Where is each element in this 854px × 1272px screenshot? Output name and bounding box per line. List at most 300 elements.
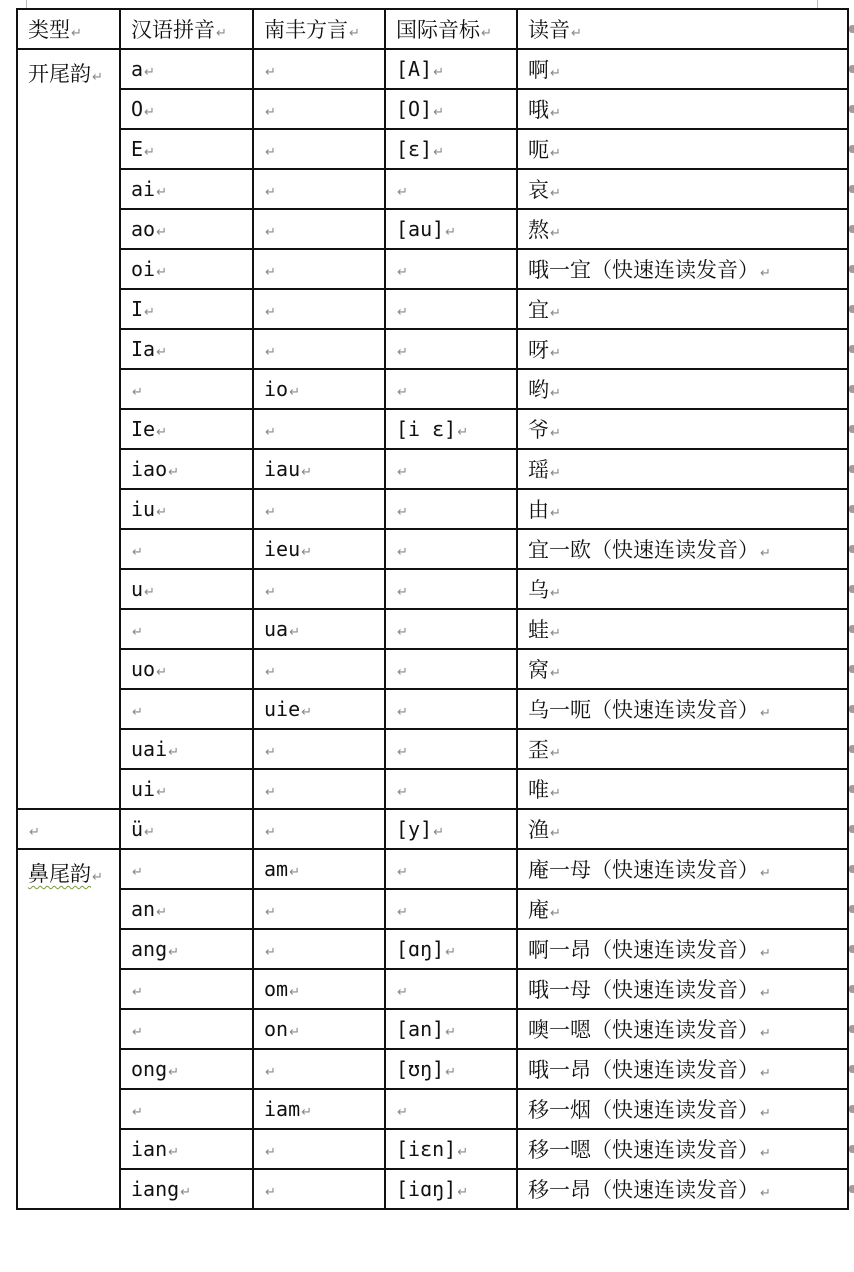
row-end-marker-icon: [849, 1185, 854, 1193]
dialect-cell[interactable]: [253, 649, 385, 689]
table-row: [17, 169, 848, 209]
row-end-marker-icon: [849, 465, 854, 473]
row-end-marker-icon: [849, 1065, 854, 1073]
paragraph-mark-icon: ↵: [265, 1065, 276, 1080]
reading-cell[interactable]: [517, 1009, 848, 1049]
row-end-marker-icon: [849, 25, 854, 33]
type-label: 开尾韵: [28, 62, 91, 86]
pinyin-cell[interactable]: [120, 89, 253, 129]
paragraph-mark-icon: ↵: [481, 26, 492, 41]
dialect-cell[interactable]: [253, 1089, 385, 1129]
pinyin-text: O: [131, 97, 144, 121]
table-row: [17, 729, 848, 769]
reading-text: 哦: [528, 98, 549, 122]
reading-cell[interactable]: [517, 169, 848, 209]
reading-text: 乌一呃（快速连读发音）: [528, 698, 759, 722]
header-label: 国际音标: [396, 18, 480, 42]
pinyin-text: oi: [131, 257, 156, 281]
ipa-cell[interactable]: [385, 249, 517, 289]
paragraph-mark-icon: ↵: [760, 266, 771, 281]
paragraph-mark-icon: ↵: [144, 585, 155, 600]
ipa-cell[interactable]: [385, 449, 517, 489]
reading-cell[interactable]: [517, 1089, 848, 1129]
reading-cell[interactable]: [517, 449, 848, 489]
pinyin-text: iu: [131, 497, 156, 521]
row-end-marker-icon: [849, 545, 854, 553]
pinyin-text: an: [131, 897, 156, 921]
reading-text: 移一昂（快速连读发音）: [528, 1178, 759, 1202]
paragraph-mark-icon: ↵: [550, 746, 561, 761]
reading-cell[interactable]: [517, 489, 848, 529]
dialect-cell[interactable]: [253, 249, 385, 289]
reading-cell[interactable]: [517, 129, 848, 169]
ipa-cell[interactable]: [385, 969, 517, 1009]
ipa-cell[interactable]: [385, 729, 517, 769]
pinyin-cell[interactable]: [120, 729, 253, 769]
row-end-marker-icon: [849, 105, 854, 113]
dialect-cell[interactable]: [253, 1169, 385, 1209]
reading-cell[interactable]: [517, 89, 848, 129]
pinyin-cell[interactable]: [120, 129, 253, 169]
pinyin-cell[interactable]: [120, 569, 253, 609]
pinyin-text: iao: [131, 457, 168, 481]
pinyin-cell[interactable]: [120, 929, 253, 969]
reading-cell[interactable]: [517, 1049, 848, 1089]
paragraph-mark-icon: ↵: [550, 106, 561, 121]
ipa-cell[interactable]: [385, 849, 517, 889]
paragraph-mark-icon: ↵: [144, 305, 155, 320]
ipa-cell[interactable]: [385, 409, 517, 449]
paragraph-mark-icon: ↵: [132, 705, 143, 720]
paragraph-mark-icon: ↵: [289, 385, 300, 400]
dialect-cell[interactable]: [253, 1049, 385, 1089]
paragraph-mark-icon: ↵: [433, 65, 445, 80]
paragraph-mark-icon: ↵: [156, 425, 167, 440]
dialect-cell[interactable]: [253, 969, 385, 1009]
reading-cell[interactable]: [517, 1169, 848, 1209]
pinyin-cell[interactable]: [120, 849, 253, 889]
paragraph-mark-icon: ↵: [760, 1146, 771, 1161]
pinyin-text: iang: [131, 1177, 180, 1201]
row-end-marker-icon: [849, 505, 854, 513]
pinyin-cell[interactable]: [120, 329, 253, 369]
dialect-cell[interactable]: [253, 1129, 385, 1169]
reading-cell[interactable]: [517, 729, 848, 769]
paragraph-mark-icon: ↵: [301, 1105, 313, 1120]
paragraph-mark-icon: ↵: [433, 145, 445, 160]
paragraph-mark-icon: ↵: [265, 825, 276, 840]
ipa-text: [iɑŋ]: [396, 1177, 457, 1201]
dialect-text: am: [264, 857, 289, 881]
paragraph-mark-icon: ↵: [397, 345, 408, 360]
pinyin-cell[interactable]: [120, 529, 253, 569]
paragraph-mark-icon: ↵: [168, 745, 180, 760]
reading-cell[interactable]: [517, 969, 848, 1009]
ipa-cell[interactable]: [385, 569, 517, 609]
ipa-text: [i ɛ]: [396, 417, 457, 441]
dialect-cell[interactable]: [253, 689, 385, 729]
reading-cell[interactable]: [517, 249, 848, 289]
paragraph-mark-icon: ↵: [433, 105, 445, 120]
ipa-cell[interactable]: [385, 809, 517, 849]
ipa-cell[interactable]: [385, 649, 517, 689]
reading-text: 哦一昂（快速连读发音）: [528, 1058, 759, 1082]
type-cell[interactable]: [17, 849, 120, 1209]
dialect-cell[interactable]: [253, 529, 385, 569]
ipa-cell[interactable]: [385, 1009, 517, 1049]
pinyin-text: ai: [131, 177, 156, 201]
reading-text: 乌: [528, 578, 549, 602]
row-end-marker-icon: [849, 985, 854, 993]
ipa-cell[interactable]: [385, 1129, 517, 1169]
row-end-marker-icon: [849, 745, 854, 753]
dialect-cell[interactable]: [253, 49, 385, 89]
type-cell[interactable]: [17, 809, 120, 849]
reading-cell[interactable]: [517, 609, 848, 649]
paragraph-mark-icon: ↵: [760, 546, 771, 561]
paragraph-mark-icon: ↵: [265, 665, 276, 680]
table-row: [17, 849, 848, 889]
paragraph-mark-icon: ↵: [168, 1145, 180, 1160]
paragraph-mark-icon: ↵: [265, 265, 276, 280]
pinyin-cell[interactable]: [120, 609, 253, 649]
pinyin-cell[interactable]: [120, 489, 253, 529]
dialect-cell[interactable]: [253, 889, 385, 929]
reading-cell[interactable]: [517, 289, 848, 329]
table-row: [17, 49, 848, 89]
dialect-cell[interactable]: [253, 609, 385, 649]
table-row: [17, 289, 848, 329]
dialect-cell[interactable]: [253, 209, 385, 249]
paragraph-mark-icon: ↵: [289, 625, 300, 640]
table-row: [17, 209, 848, 249]
dialect-cell[interactable]: [253, 89, 385, 129]
paragraph-mark-icon: ↵: [132, 985, 143, 1000]
table-row: [17, 529, 848, 569]
reading-text: 哦一宜（快速连读发音）: [528, 258, 759, 282]
pinyin-text: uai: [131, 737, 168, 761]
dialect-cell[interactable]: [253, 169, 385, 209]
dialect-cell[interactable]: [253, 849, 385, 889]
pinyin-text: I: [131, 297, 144, 321]
paragraph-mark-icon: ↵: [156, 905, 167, 920]
paragraph-mark-icon: ↵: [132, 865, 143, 880]
paragraph-mark-icon: ↵: [397, 465, 408, 480]
row-end-marker-icon: [849, 185, 854, 193]
reading-text: 唯: [528, 778, 549, 802]
paragraph-mark-icon: ↵: [445, 1065, 457, 1080]
dialect-text: ua: [264, 617, 289, 641]
paragraph-mark-icon: ↵: [216, 26, 227, 41]
reading-cell[interactable]: [517, 329, 848, 369]
paragraph-mark-icon: ↵: [397, 265, 408, 280]
reading-cell[interactable]: [517, 929, 848, 969]
paragraph-mark-icon: ↵: [156, 225, 167, 240]
table-row: [17, 929, 848, 969]
ipa-cell[interactable]: [385, 329, 517, 369]
pinyin-cell[interactable]: [120, 409, 253, 449]
reading-text: 蛙: [528, 618, 549, 642]
reading-text: 歪: [528, 738, 549, 762]
phonetics-table: [16, 8, 849, 1210]
dialect-text: iam: [264, 1097, 301, 1121]
paragraph-mark-icon: ↵: [265, 945, 276, 960]
table-row: [17, 1169, 848, 1209]
row-end-marker-icon: [849, 145, 854, 153]
table-row: [17, 449, 848, 489]
ipa-text: [ʊŋ]: [396, 1057, 445, 1081]
reading-cell[interactable]: [517, 209, 848, 249]
paragraph-mark-icon: ↵: [301, 465, 313, 480]
paragraph-mark-icon: ↵: [550, 666, 561, 681]
row-end-marker-icon: [849, 1105, 854, 1113]
reading-cell[interactable]: [517, 369, 848, 409]
ipa-cell[interactable]: [385, 929, 517, 969]
dialect-cell[interactable]: [253, 409, 385, 449]
paragraph-mark-icon: ↵: [156, 265, 167, 280]
pinyin-text: ui: [131, 777, 156, 801]
paragraph-mark-icon: ↵: [92, 70, 103, 85]
paragraph-mark-icon: ↵: [289, 865, 300, 880]
paragraph-mark-icon: ↵: [550, 346, 561, 361]
dialect-text: om: [264, 977, 289, 1001]
reading-text: 庵一母（快速连读发音）: [528, 858, 759, 882]
ipa-cell[interactable]: [385, 489, 517, 529]
pinyin-text: a: [131, 57, 144, 81]
reading-text: 呀: [528, 338, 549, 362]
pinyin-text: Ia: [131, 337, 156, 361]
table-row: [17, 1129, 848, 1169]
ipa-text: [iɛn]: [396, 1137, 457, 1161]
dialect-cell[interactable]: [253, 129, 385, 169]
reading-cell[interactable]: [517, 49, 848, 89]
table-row: [17, 129, 848, 169]
pinyin-cell[interactable]: [120, 209, 253, 249]
pinyin-text: ong: [131, 1057, 168, 1081]
paragraph-mark-icon: ↵: [397, 745, 408, 760]
paragraph-mark-icon: ↵: [550, 506, 561, 521]
reading-text: 窝: [528, 658, 549, 682]
table-row: [17, 1009, 848, 1049]
type-cell[interactable]: [17, 49, 120, 809]
reading-text: 哀: [528, 178, 549, 202]
pinyin-cell[interactable]: [120, 1089, 253, 1129]
paragraph-mark-icon: ↵: [265, 105, 276, 120]
table-row: [17, 409, 848, 449]
ipa-cell[interactable]: [385, 129, 517, 169]
paragraph-mark-icon: ↵: [550, 466, 561, 481]
reading-cell[interactable]: [517, 409, 848, 449]
pinyin-cell[interactable]: [120, 649, 253, 689]
pinyin-cell[interactable]: [120, 1049, 253, 1089]
paragraph-mark-icon: ↵: [265, 505, 276, 520]
pinyin-cell[interactable]: [120, 769, 253, 809]
pinyin-text: u: [131, 577, 144, 601]
table-row: [17, 769, 848, 809]
dialect-text: on: [264, 1017, 289, 1041]
reading-cell[interactable]: [517, 569, 848, 609]
ipa-text: [y]: [396, 817, 433, 841]
table-row: [17, 649, 848, 689]
paragraph-mark-icon: ↵: [168, 465, 180, 480]
ipa-cell[interactable]: [385, 609, 517, 649]
table-row: [17, 889, 848, 929]
reading-cell[interactable]: [517, 689, 848, 729]
paragraph-mark-icon: ↵: [144, 145, 155, 160]
paragraph-mark-icon: ↵: [760, 1026, 771, 1041]
reading-cell[interactable]: [517, 649, 848, 689]
ipa-cell[interactable]: [385, 369, 517, 409]
ipa-text: [ɛ]: [396, 137, 433, 161]
dialect-cell[interactable]: [253, 489, 385, 529]
table-body: [17, 49, 848, 1209]
dialect-text: uie: [264, 697, 301, 721]
paragraph-mark-icon: ↵: [156, 665, 167, 680]
reading-cell[interactable]: [517, 849, 848, 889]
table-row: [17, 569, 848, 609]
paragraph-mark-icon: ↵: [132, 1025, 143, 1040]
table-row: [17, 89, 848, 129]
header-label: 读音: [528, 18, 570, 42]
paragraph-mark-icon: ↵: [550, 386, 561, 401]
paragraph-mark-icon: ↵: [760, 1066, 771, 1081]
paragraph-mark-icon: ↵: [760, 946, 771, 961]
ipa-cell[interactable]: [385, 89, 517, 129]
table-row: [17, 369, 848, 409]
paragraph-mark-icon: ↵: [550, 426, 561, 441]
ipa-cell[interactable]: [385, 529, 517, 569]
row-end-marker-icon: [849, 385, 854, 393]
reading-text: 移一嗯（快速连读发音）: [528, 1138, 759, 1162]
paragraph-mark-icon: ↵: [550, 306, 561, 321]
paragraph-mark-icon: ↵: [265, 905, 276, 920]
paragraph-mark-icon: ↵: [156, 185, 167, 200]
paragraph-mark-icon: ↵: [132, 545, 143, 560]
paragraph-mark-icon: ↵: [397, 665, 408, 680]
table-row: [17, 1089, 848, 1129]
paragraph-mark-icon: ↵: [168, 945, 180, 960]
pinyin-cell[interactable]: [120, 169, 253, 209]
paragraph-mark-icon: ↵: [265, 1185, 276, 1200]
ipa-cell[interactable]: [385, 1049, 517, 1089]
row-end-marker-icon: [849, 65, 854, 73]
paragraph-mark-icon: ↵: [457, 425, 469, 440]
reading-cell[interactable]: [517, 889, 848, 929]
ipa-cell[interactable]: [385, 1089, 517, 1129]
dialect-cell[interactable]: [253, 369, 385, 409]
pinyin-text: Ie: [131, 417, 156, 441]
type-label: 鼻尾韵: [28, 862, 91, 886]
pinyin-cell[interactable]: [120, 969, 253, 1009]
paragraph-mark-icon: ↵: [156, 785, 167, 800]
ipa-cell[interactable]: [385, 769, 517, 809]
row-end-marker-icon: [849, 1145, 854, 1153]
ipa-cell[interactable]: [385, 889, 517, 929]
table-row: [17, 249, 848, 289]
pinyin-cell[interactable]: [120, 1129, 253, 1169]
paragraph-mark-icon: ↵: [760, 706, 771, 721]
dialect-cell[interactable]: [253, 1009, 385, 1049]
paragraph-mark-icon: ↵: [265, 305, 276, 320]
dialect-cell[interactable]: [253, 569, 385, 609]
paragraph-mark-icon: ↵: [301, 545, 313, 560]
table-row: [17, 489, 848, 529]
pinyin-cell[interactable]: [120, 889, 253, 929]
ipa-cell[interactable]: [385, 689, 517, 729]
paragraph-mark-icon: ↵: [265, 425, 276, 440]
ipa-cell[interactable]: [385, 49, 517, 89]
paragraph-mark-icon: ↵: [445, 225, 457, 240]
pinyin-cell[interactable]: [120, 449, 253, 489]
pinyin-text: E: [131, 137, 144, 161]
dialect-cell[interactable]: [253, 769, 385, 809]
paragraph-mark-icon: ↵: [550, 226, 561, 241]
ipa-cell[interactable]: [385, 169, 517, 209]
header-label: 类型: [28, 18, 70, 42]
row-end-marker-icon: [849, 585, 854, 593]
pinyin-cell[interactable]: [120, 1009, 253, 1049]
pinyin-text: uo: [131, 657, 156, 681]
paragraph-mark-icon: ↵: [289, 1025, 300, 1040]
paragraph-mark-icon: ↵: [156, 345, 167, 360]
dialect-cell[interactable]: [253, 449, 385, 489]
reading-cell[interactable]: [517, 529, 848, 569]
reading-cell[interactable]: [517, 1129, 848, 1169]
row-end-marker-icon: [849, 1025, 854, 1033]
paragraph-mark-icon: ↵: [265, 785, 276, 800]
dialect-cell[interactable]: [253, 809, 385, 849]
paragraph-mark-icon: ↵: [156, 505, 167, 520]
paragraph-mark-icon: ↵: [265, 145, 276, 160]
ipa-text: [an]: [396, 1017, 445, 1041]
row-end-marker-icon: [849, 945, 854, 953]
reading-text: 熬: [528, 218, 549, 242]
dialect-cell[interactable]: [253, 929, 385, 969]
reading-cell[interactable]: [517, 769, 848, 809]
dialect-cell[interactable]: [253, 289, 385, 329]
pinyin-cell[interactable]: [120, 289, 253, 329]
paragraph-mark-icon: ↵: [397, 185, 408, 200]
header-type: [17, 9, 120, 49]
pinyin-cell[interactable]: [120, 49, 253, 89]
reading-cell[interactable]: [517, 809, 848, 849]
pinyin-cell[interactable]: [120, 369, 253, 409]
table-row: [17, 689, 848, 729]
pinyin-cell[interactable]: [120, 249, 253, 289]
paragraph-mark-icon: ↵: [144, 65, 155, 80]
paragraph-mark-icon: ↵: [301, 705, 313, 720]
paragraph-mark-icon: ↵: [550, 826, 561, 841]
paragraph-mark-icon: ↵: [760, 1186, 771, 1201]
pinyin-cell[interactable]: [120, 689, 253, 729]
pinyin-cell[interactable]: [120, 809, 253, 849]
paragraph-mark-icon: ↵: [457, 1145, 469, 1160]
ipa-cell[interactable]: [385, 1169, 517, 1209]
row-end-marker-icon: [849, 665, 854, 673]
reading-text: 哟: [528, 378, 549, 402]
ipa-cell[interactable]: [385, 209, 517, 249]
reading-text: 噢一嗯（快速连读发音）: [528, 1018, 759, 1042]
pinyin-cell[interactable]: [120, 1169, 253, 1209]
row-end-marker-icon: [849, 905, 854, 913]
header-label: 汉语拼音: [131, 18, 215, 42]
ipa-text: [au]: [396, 217, 445, 241]
row-end-marker-icon: [849, 225, 854, 233]
dialect-cell[interactable]: [253, 329, 385, 369]
ipa-cell[interactable]: [385, 289, 517, 329]
paragraph-mark-icon: ↵: [132, 385, 143, 400]
dialect-cell[interactable]: [253, 729, 385, 769]
